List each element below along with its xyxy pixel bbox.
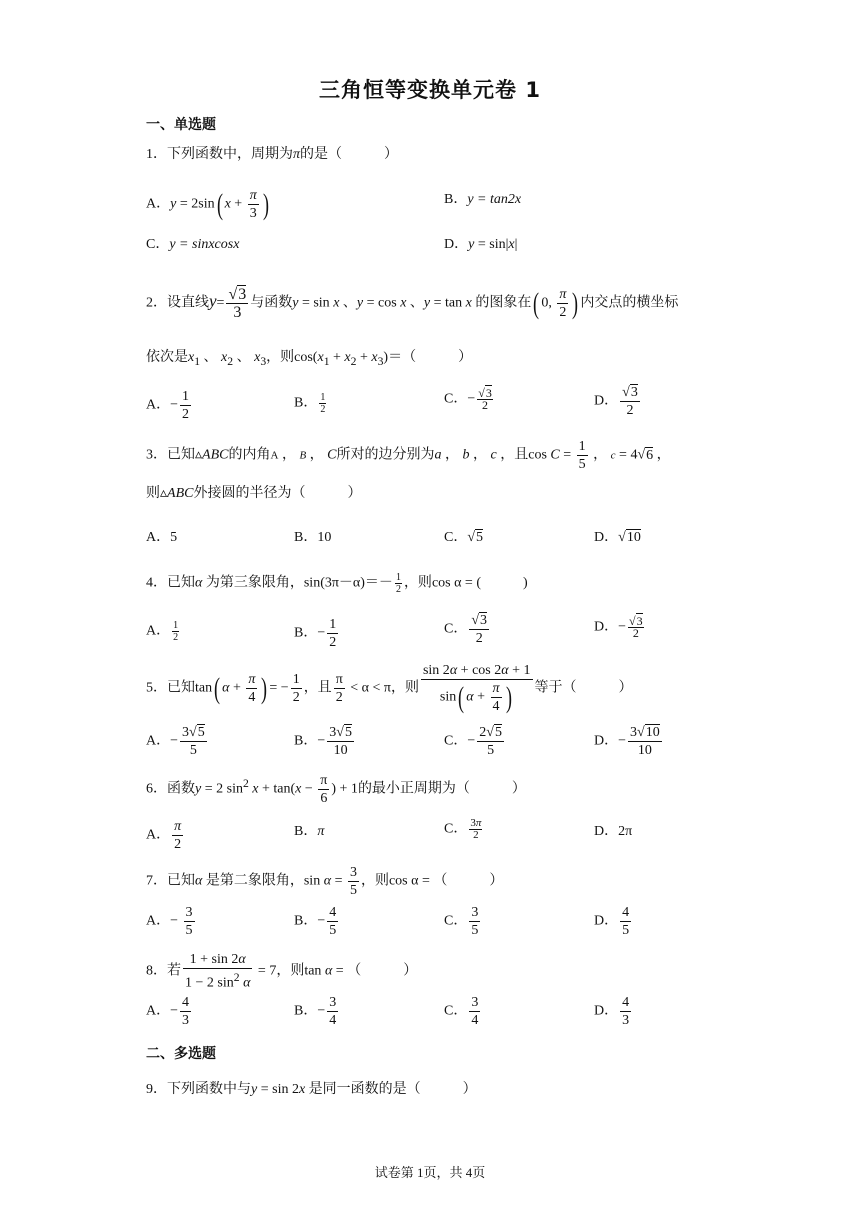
- q5-option-c[interactable]: C．− $\frac{2√5}{5}$: [444, 725, 502, 758]
- q7-option-a[interactable]: A．− $\frac{3}{5}$: [146, 905, 193, 938]
- question-6: 6．函数y = 2 $\sin^2 x + \tan(x$ − $\frac{\pi}{6}$ ) + 1的最小正周期为（ ）: [146, 773, 526, 806]
- q2-option-d[interactable]: D． $\frac{√3}{2}$: [594, 385, 638, 418]
- q5-option-b[interactable]: B．− $\frac{3√5}{10}$: [294, 725, 352, 758]
- q6-option-b[interactable]: B．π: [294, 824, 325, 839]
- q4-option-d[interactable]: D．− $\frac{√3}{2}$: [594, 614, 643, 640]
- q7-option-c[interactable]: C． $\frac{3}{5}$: [444, 905, 479, 938]
- q3-option-c[interactable]: C．√5: [444, 530, 484, 545]
- question-3-line-2: 则▵ABC外接圆的半径为（ ）: [146, 486, 362, 501]
- q2-option-c[interactable]: C．− $\frac{√3}{2}$: [444, 386, 492, 412]
- question-2-line-2: 依次是$x_1$ 、 $x_2$ 、 $x_3$，则$\cos(x_1 + x_2 + x_3)=$（ ）: [146, 350, 473, 368]
- page-footer: 试卷第 1页，共 4页: [374, 1165, 486, 1180]
- q8-option-c[interactable]: C． $\frac{3}{4}$: [444, 995, 479, 1028]
- q3-option-d[interactable]: D．√10: [594, 530, 641, 545]
- q3-option-b[interactable]: B．10: [294, 530, 332, 545]
- section-single-choice: 一、单选题: [146, 117, 216, 133]
- q1-option-d[interactable]: D．y = sin|x|: [444, 237, 518, 252]
- q2-option-a[interactable]: A．− $\frac{1}{2}$: [146, 389, 190, 422]
- q7-option-d[interactable]: D． $\frac{4}{5}$: [594, 905, 630, 938]
- q2-option-b[interactable]: B． $\frac{1}{2}$: [294, 392, 326, 415]
- question-2: 2．设直线y= $\frac{√3}{3}$ 与函数y = sin x 、y = cos x 、y = tan x 的图象在( 0, $\frac{\pi}{2}$ ) 内交点的横坐标: [146, 286, 679, 321]
- question-3: 3．已知▵ABC的内角A ， B ， C所对的边分别为a ， b ， c ，且cos C = $\frac{1}{5}$ ， c = 4√6 ，: [146, 439, 671, 472]
- q1-option-a[interactable]: A．y = 2sin( x + $\frac{\pi}{3}$ ): [146, 187, 269, 221]
- q5-option-a[interactable]: A．− $\frac{3√5}{5}$: [146, 725, 205, 758]
- q5-option-d[interactable]: D．− $\frac{3√10}{10}$: [594, 725, 660, 758]
- q3-option-a[interactable]: A．5: [146, 530, 178, 545]
- q8-option-d[interactable]: D． $\frac{4}{3}$: [594, 995, 630, 1028]
- question-4: 4．已知α 为第三象限角，sin(3π－α)＝－ $\frac{1}{2}$ ，则cos α = ( ): [146, 572, 528, 595]
- q4-option-b[interactable]: B．− $\frac{1}{2}$: [294, 617, 337, 650]
- q1-option-c[interactable]: C．y = sinxcosx: [146, 237, 240, 252]
- q8-option-a[interactable]: A．− $\frac{4}{3}$: [146, 995, 190, 1028]
- question-9: 9．下列函数中与y = sin 2x 是同一函数的是（ ）: [146, 1082, 477, 1097]
- q4-option-a[interactable]: A． $\frac{1}{2}$: [146, 620, 179, 643]
- question-1: 1．下列函数中，周期为π的是（ ）: [146, 147, 399, 162]
- section-multiple-choice: 二、多选题: [146, 1046, 216, 1062]
- q8-option-b[interactable]: B．− $\frac{3}{4}$: [294, 995, 337, 1028]
- q4-option-c[interactable]: C． $\frac{√3}{2}$: [444, 613, 488, 646]
- question-8: 8．若 $\frac{1 + \sin 2\alpha}{1 - 2 \sin^2 \alpha}$ = 7，则tan α = （ ）: [146, 952, 418, 991]
- q7-option-b[interactable]: B．− $\frac{4}{5}$: [294, 905, 337, 938]
- question-7: 7．已知α 是第二象限角，sin α = $\frac{3}{5}$ ，则cos α = （ ）: [146, 865, 504, 898]
- q6-option-a[interactable]: A． $\frac{\pi}{2}$: [146, 819, 182, 852]
- q1-option-b[interactable]: B．y = tan2x: [444, 192, 522, 207]
- question-5: 5．已知tan( α + $\frac{\pi}{4}$ ) = − $\frac{1}{2}$ ，且 $\frac{\pi}{2}$ < α < π，则 sin 2α + cos 2α + 1 sin( α + $\frac{\pi}{4}$ ) 等于（ ）: [146, 663, 633, 714]
- page-title: 三角恒等变换单元卷 1: [319, 78, 541, 102]
- q6-option-d[interactable]: D．2π: [594, 824, 633, 839]
- q6-option-c[interactable]: C． $\frac{3\pi}{2}$: [444, 817, 482, 841]
